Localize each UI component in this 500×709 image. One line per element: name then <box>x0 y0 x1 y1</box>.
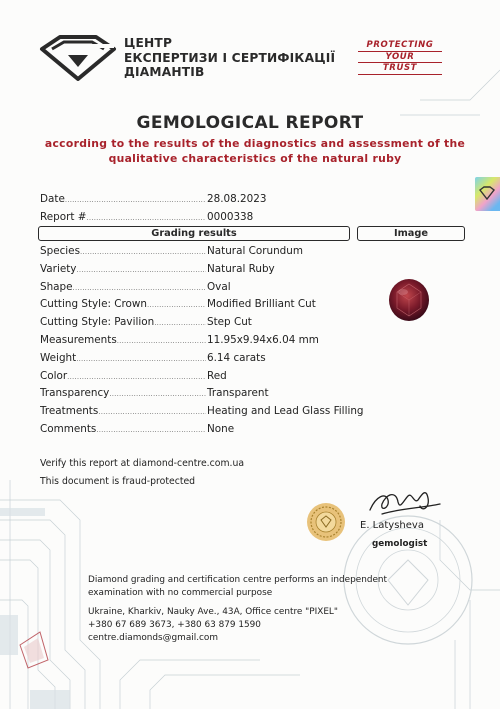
org-name-line-3: ДІАМАНТІВ <box>124 65 205 79</box>
slogan-line-3: TRUST <box>358 63 442 75</box>
grading-value: None <box>207 423 235 435</box>
report-number-label: Report # ..... <box>40 211 206 225</box>
grading-results-header: Grading results <box>38 226 350 241</box>
slogan-line-2: YOUR <box>358 52 442 64</box>
organization-name <box>124 36 335 80</box>
grading-label: Cutting Style: Pavilion ..... <box>40 316 206 330</box>
grading-value: 6.14 carats <box>207 351 266 364</box>
grading-label: Shape ..... <box>40 281 206 295</box>
footer-email[interactable]: centre.diamonds@gmail.com <box>88 633 218 643</box>
footer-statement-line-1: Diamond grading and certification centre performs an independent <box>88 575 388 585</box>
org-name-line-1: ЦЕНТР <box>124 36 173 50</box>
report-number-row <box>40 211 470 227</box>
report-number-value: 0000338 <box>207 211 254 223</box>
date-row <box>40 193 470 209</box>
hologram-diamond-icon <box>479 186 495 200</box>
grading-label: Variety ..... <box>40 263 206 277</box>
date-label: Date ..... <box>40 193 206 207</box>
grading-label: Treatments ..... <box>40 405 206 419</box>
grading-value: 11.95x9.94x6.04 mm <box>207 334 319 346</box>
grading-value: Oval <box>207 280 231 293</box>
grading-value: Natural Corundum <box>207 245 303 257</box>
grading-row <box>40 405 470 421</box>
grading-value: Red <box>207 369 227 382</box>
grading-row <box>40 263 470 279</box>
grading-row <box>40 334 470 350</box>
grading-label: Cutting Style: Crown ..... <box>40 298 206 312</box>
grading-label: Species ..... <box>40 245 206 259</box>
grading-value: Modified Brilliant Cut <box>207 298 316 311</box>
grading-row <box>40 387 470 403</box>
diamond-logo-icon <box>38 33 118 81</box>
signer-role: gemologist <box>372 539 428 549</box>
grading-value: Transparent <box>207 387 269 400</box>
verify-note <box>40 458 244 469</box>
grading-label: Weight ..... <box>40 352 206 366</box>
grading-label: Comments ..... <box>40 423 206 437</box>
fraud-note: This document is fraud-protected <box>40 476 196 487</box>
footer-statement-line-2: examination with no commercial purpose <box>88 588 273 598</box>
footer-contacts <box>88 606 448 645</box>
footer-address: Ukraine, Kharkiv, Nauky Ave., 43A, Office centre "PIXEL" <box>88 607 338 617</box>
footer-statement <box>88 574 448 600</box>
grading-label: Transparency ..... <box>40 387 206 401</box>
footer-phones: +380 67 689 3673, +380 63 879 1590 <box>88 620 261 630</box>
gold-stamp <box>306 502 346 542</box>
image-header: Image <box>357 226 465 241</box>
grading-row <box>40 370 470 386</box>
grading-value: Heating and Lead Glass Filling <box>207 405 364 418</box>
report-subtitle: according to the results of the diagnostics and assessment of the qualitative characteristics of the natural ruby <box>44 137 466 165</box>
ruby-gemstone-image <box>388 278 430 322</box>
grading-row <box>40 423 470 439</box>
verify-text: Verify this report at <box>40 458 133 469</box>
signature-image <box>362 482 442 522</box>
verify-link[interactable]: diamond-centre.com.ua <box>132 458 245 469</box>
org-name-line-2: ЕКСПЕРТИЗИ І СЕРТИФІКАЦІЇ <box>124 50 336 65</box>
report-title: GEMOLOGICAL REPORT <box>136 113 364 133</box>
grading-label: Color ..... <box>40 370 206 384</box>
grading-label: Measurements ..... <box>40 334 206 348</box>
date-value: 28.08.2023 <box>207 193 267 205</box>
grading-row <box>40 245 470 261</box>
hologram-sticker <box>475 177 500 211</box>
signer-name: E. Latysheva <box>360 520 424 531</box>
slogan-line-1: PROTECTING <box>358 40 442 52</box>
slogan <box>350 40 450 75</box>
grading-value: Step Cut <box>207 316 252 329</box>
grading-value: Natural Ruby <box>207 262 275 275</box>
grading-row <box>40 352 470 368</box>
